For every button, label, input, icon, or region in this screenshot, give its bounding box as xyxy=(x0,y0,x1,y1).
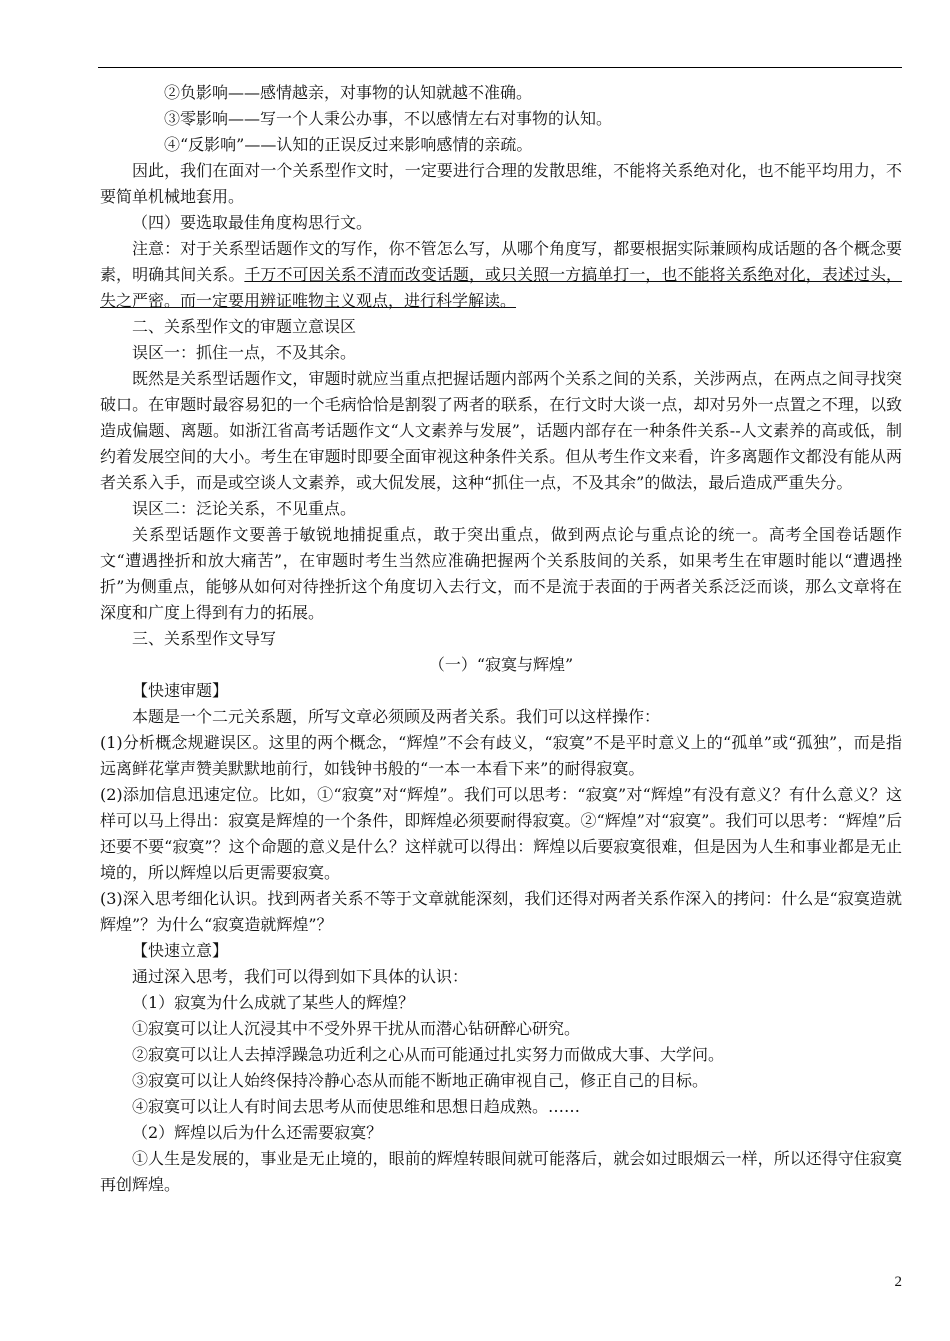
list-item: ③寂寞可以让人始终保持冷静心态从而能不断地正确审视自己，修正自己的目标。 xyxy=(132,1071,709,1090)
underlined-text: 千万不可因关系不清而改变话题，或只关照一方搞单打一，也不能将关系绝对化，表述过头，失之严密。而一定要用辨证唯物主义观点，进行科学解读。 xyxy=(100,265,902,310)
list-item: ①寂寞可以让人沉浸其中不受外界干扰从而潜心钻研醉心研究。 xyxy=(132,1019,581,1038)
subsection-heading: 【快速审题】 xyxy=(132,681,229,700)
subsection-heading: 【快速立意】 xyxy=(132,941,229,960)
paragraph: (2)添加信息迅速定位。比如，①“寂寞”对“辉煌”。我们可以思考：“寂寞”对“辉煌”有没有意义？有什么意义？这样可以马上得出：寂寞是辉煌的一个条件，即辉煌必须要耐得寂寞。②“辉煌”对“寂寞”。我们可以思考：“辉煌”后还要不要“寂寞”？这个命题的意义是什么？这样就可以得出：辉煌以后要寂寞很难，但是因为人生和事业都是无止境的，所以辉煌以后更需要寂寞。 xyxy=(100,785,902,882)
paragraph: （1）寂寞为什么成就了某些人的辉煌？ xyxy=(132,993,415,1012)
section-heading: （四）要选取最佳角度构思行文。 xyxy=(132,213,373,232)
section-heading: 二、关系型作文的审题立意误区 xyxy=(132,317,357,336)
paragraph-with-underline xyxy=(100,236,902,314)
paragraph: 关系型话题作文要善于敏锐地捕捉重点，敢于突出重点，做到两点论与重点论的统一。高考全国卷话题作文“遭遇挫折和放大痛苦”，在审题时考生当然应准确把握两个关系肢间的关系，如果考生在审题时能以“遭遇挫折”为侧重点，能够从如何对待挫折这个角度切入去行文，而不是流于表面的于两者关系泛泛而谈，那么文章将在深度和广度上得到有力的拓展。 xyxy=(100,525,902,622)
paragraph: ③零影响——写一个人秉公办事，不以感情左右对事物的认知。 xyxy=(164,109,613,128)
paragraph: ②负影响——感情越亲，对事物的认知就越不准确。 xyxy=(164,83,533,102)
section-heading: 三、关系型作文导写 xyxy=(132,629,277,648)
paragraph-text: 注意：对于关系型话题作文的写作，你不管怎么写，从哪个角度写，都要根据实际兼顾构成话题的各个概念要素，明确其间关系。 xyxy=(100,239,902,284)
topic-title: （一）“寂寞与辉煌” xyxy=(428,655,574,674)
paragraph: (1)分析概念规避误区。这里的两个概念，“辉煌”不会有歧义，“寂寞”不是平时意义上的“孤单”或“孤独”，而是指远离鲜花掌声赞美默默地前行，如钱钟书般的“一本一本看下来”的耐得寂寞。 xyxy=(100,733,902,778)
paragraph: ④“反影响”——认知的正误反过来影响感情的亲疏。 xyxy=(164,135,533,154)
subsection-heading: 误区一：抓住一点，不及其余。 xyxy=(132,343,357,362)
page-number: 2 xyxy=(894,1274,902,1290)
subsection-heading: 误区二：泛论关系，不见重点。 xyxy=(132,499,357,518)
paragraph: 因此，我们在面对一个关系型作文时，一定要进行合理的发散思维，不能将关系绝对化，也不能平均用力，不要简单机械地套用。 xyxy=(100,161,902,206)
header-rule xyxy=(98,67,902,68)
list-item: ①人生是发展的，事业是无止境的，眼前的辉煌转眼间就可能落后，就会如过眼烟云一样，所以还得守住寂寞再创辉煌。 xyxy=(100,1149,902,1194)
paragraph: 通过深入思考，我们可以得到如下具体的认识： xyxy=(132,967,469,986)
list-item: ②寂寞可以让人去掉浮躁急功近利之心从而可能通过扎实努力而做成大事、大学问。 xyxy=(132,1045,725,1064)
paragraph: （2）辉煌以后为什么还需要寂寞？ xyxy=(132,1123,383,1142)
paragraph: 本题是一个二元关系题，所写文章必须顾及两者关系。我们可以这样操作： xyxy=(132,707,661,726)
list-item: ④寂寞可以让人有时间去思考从而使思维和思想日趋成熟。…… xyxy=(132,1097,581,1116)
paragraph: 既然是关系型话题作文，审题时就应当重点把握话题内部两个关系之间的关系，关涉两点，在两点之间寻找突破口。在审题时最容易犯的一个毛病恰恰是割裂了两者的联系，在行文时大谈一点，却对另外一点置之不理，以致造成偏题、离题。如浙江省高考话题作文“人文素养与发展”，话题内部存在一种条件关系--人文素养的高或低，制约着发展空间的大小。考生在审题时即要全面审视这种条件关系。但从考生作文来看，许多离题作文都没有能从两者关系入手，而是或空谈人文素养，或大侃发展，这种“抓住一点，不及其余”的做法，最后造成严重失分。 xyxy=(100,369,902,492)
document-body xyxy=(100,80,902,1198)
paragraph: (3)深入思考细化认识。找到两者关系不等于文章就能深刻，我们还得对两者关系作深入的拷问：什么是“寂寞造就辉煌”？为什么“寂寞造就辉煌”？ xyxy=(100,889,902,934)
